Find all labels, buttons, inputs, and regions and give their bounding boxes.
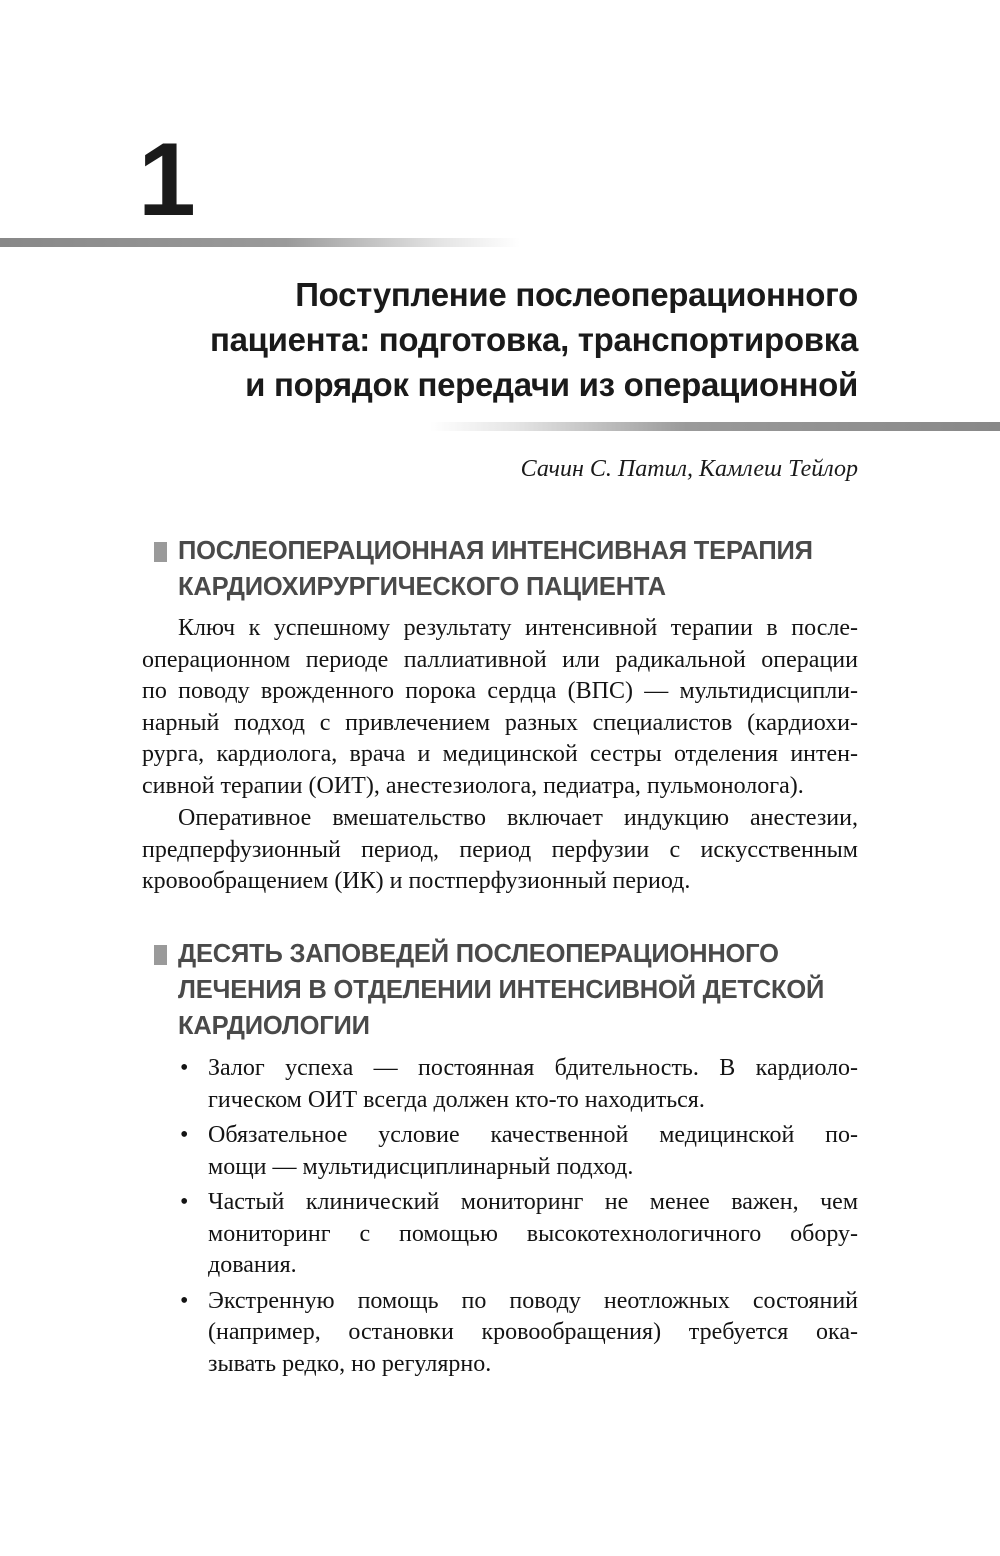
bullet-icon: • <box>180 1055 189 1081</box>
text-line: мощи — мультидисциплинарный подход. <box>208 1153 634 1180</box>
text-line: рурга, кардиолога, врача и медицинской сестры отделения интен- <box>142 741 858 767</box>
section-heading-line: ПОСЛЕОПЕРАЦИОННАЯ ИНТЕНСИВНАЯ ТЕРАПИЯ <box>178 537 813 565</box>
section-heading-1 <box>178 533 878 605</box>
section-1-paragraph-1 <box>142 613 858 802</box>
text-line: Ключ к успешному результату интенсивной терапии в после- <box>178 615 858 641</box>
text-line: Обязательное условие качественной медицинской по- <box>208 1122 858 1148</box>
title-decorative-rule <box>430 422 1000 431</box>
chapter-title-line: Поступление послеоперационного <box>295 276 858 313</box>
section-heading-line: ЛЕЧЕНИЯ В ОТДЕЛЕНИИ ИНТЕНСИВНОЙ ДЕТСКОЙ <box>178 976 825 1004</box>
text-line: предперфузионный период, период перфузии с искусственным <box>142 836 858 863</box>
text-line: сивной терапии (ОИТ), анестезиолога, педиатра, пульмонолога). <box>142 772 804 799</box>
text-line: нарный подход с привлечением разных специалистов (кардиохи- <box>142 709 858 736</box>
section-marker-icon <box>154 945 167 965</box>
text-line: Частый клинический мониторинг не менее важен, чем <box>208 1189 858 1215</box>
list-item <box>180 1120 858 1183</box>
text-line: Экстренную помощь по поводу неотложных состояний <box>208 1287 858 1314</box>
text-line: (например, остановки кровообращения) требуется ока- <box>208 1319 858 1345</box>
section-heading-line: ДЕСЯТЬ ЗАПОВЕДЕЙ ПОСЛЕОПЕРАЦИОННОГО <box>178 940 779 968</box>
text-line: гическом ОИТ всегда должен кто-то находиться. <box>208 1086 705 1113</box>
chapter-title-line: пациента: подготовка, транспортировка <box>209 321 858 358</box>
list-item <box>180 1286 858 1381</box>
section-heading-line: КАРДИОХИРУРГИЧЕСКОГО ПАЦИЕНТА <box>178 573 666 601</box>
section-heading-line: КАРДИОЛОГИИ <box>178 1012 370 1040</box>
text-line: мониторинг с помощью высокотехнологичного обору- <box>208 1220 858 1247</box>
text-line: дования. <box>208 1252 297 1278</box>
list-item <box>180 1053 858 1116</box>
chapter-title-line: и порядок передачи из операционной <box>245 366 858 403</box>
chapter-title <box>138 272 858 407</box>
text-line: операционном периоде паллиативной или радикальной операции <box>142 646 858 673</box>
bullet-icon: • <box>180 1122 189 1148</box>
bullet-icon: • <box>180 1189 189 1215</box>
section-1-paragraph-2 <box>142 803 858 898</box>
section-heading-2 <box>178 936 878 1044</box>
text-line: Оперативное вмешательство включает индукцию анестезии, <box>178 805 858 831</box>
commandments-list <box>180 1053 858 1384</box>
text-line: кровообращением (ИК) и постперфузионный период. <box>142 868 691 894</box>
list-item <box>180 1187 858 1282</box>
text-line: зывать редко, но регулярно. <box>208 1350 492 1377</box>
chapter-authors: Сачин С. Патил, Камлеш Тейлор <box>520 456 858 482</box>
text-line: Залог успеха — постоянная бдительность. В кардиоло- <box>208 1055 858 1081</box>
section-marker-icon <box>154 542 167 562</box>
text-line: по поводу врожденного порока сердца (ВПС) — мультидисципли- <box>142 678 858 704</box>
top-decorative-rule <box>0 238 520 247</box>
chapter-number: 1 <box>138 122 196 238</box>
bullet-icon: • <box>180 1287 189 1314</box>
